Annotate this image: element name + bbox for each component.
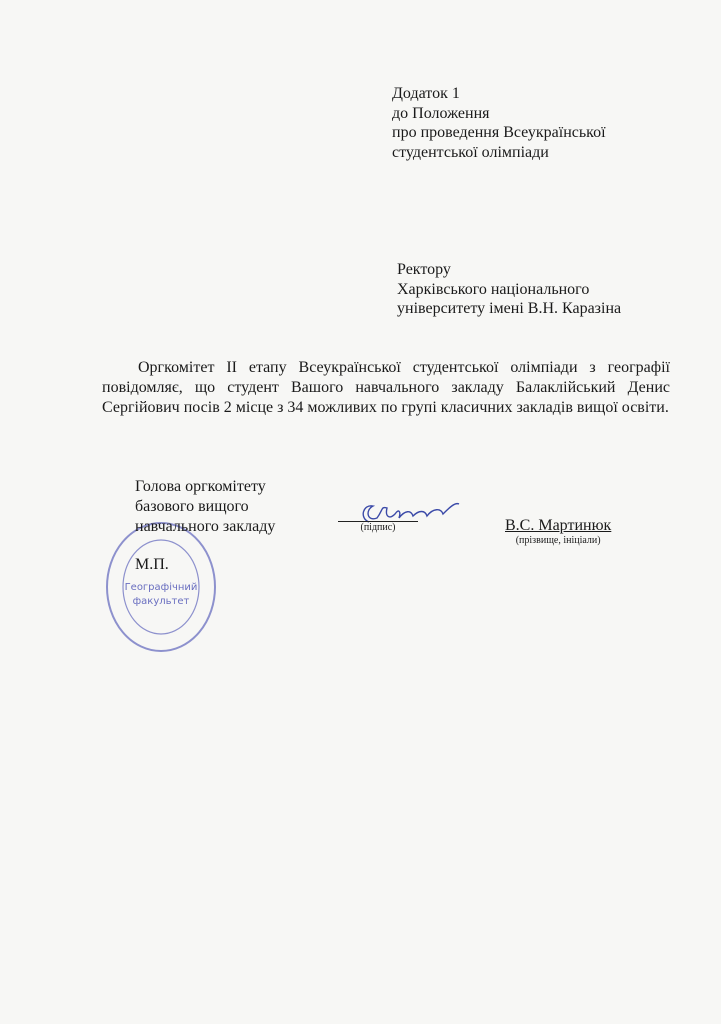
addressee-line: університету імені В.Н. Каразіна bbox=[397, 300, 622, 317]
stamp-text: факультет bbox=[132, 596, 190, 607]
signatory-title bbox=[135, 477, 275, 537]
appendix-line: Додаток 1 bbox=[392, 85, 460, 102]
seal-mark: М.П. bbox=[135, 556, 169, 573]
addressee-line: Харківського національного bbox=[397, 280, 590, 298]
addressee-line: Ректору bbox=[397, 261, 451, 278]
signature-field bbox=[338, 498, 418, 533]
name-caption: (прізвище, ініціали) bbox=[515, 535, 601, 546]
name-field bbox=[505, 517, 611, 546]
signatory-line: навчального закладу bbox=[135, 518, 276, 535]
appendix-line: до Положення bbox=[392, 104, 490, 122]
signatory-line: базового вищого bbox=[135, 498, 249, 515]
stamp-text: Географічний bbox=[124, 582, 198, 593]
signature-caption: (підпис) bbox=[360, 522, 396, 533]
appendix-header bbox=[392, 84, 606, 162]
signatory-line: Голова оргкомітету bbox=[135, 478, 266, 495]
addressee bbox=[397, 260, 621, 319]
signatory-name: В.С. Мартинюк bbox=[505, 517, 612, 534]
appendix-line: студентської олімпіади bbox=[392, 143, 549, 161]
letter-body: Оргкомітет ІІ етапу Всеукраїнської студентської олімпіади з географії повідомляє, що студент Вашого навчального закладу Балаклійський Денис Сергійович посів 2 місце з 34 можливих по групі класичних закладів вищої освіти. bbox=[102, 359, 670, 416]
appendix-line: про проведення Всеукраїнської bbox=[392, 124, 606, 141]
official-stamp bbox=[103, 518, 219, 656]
